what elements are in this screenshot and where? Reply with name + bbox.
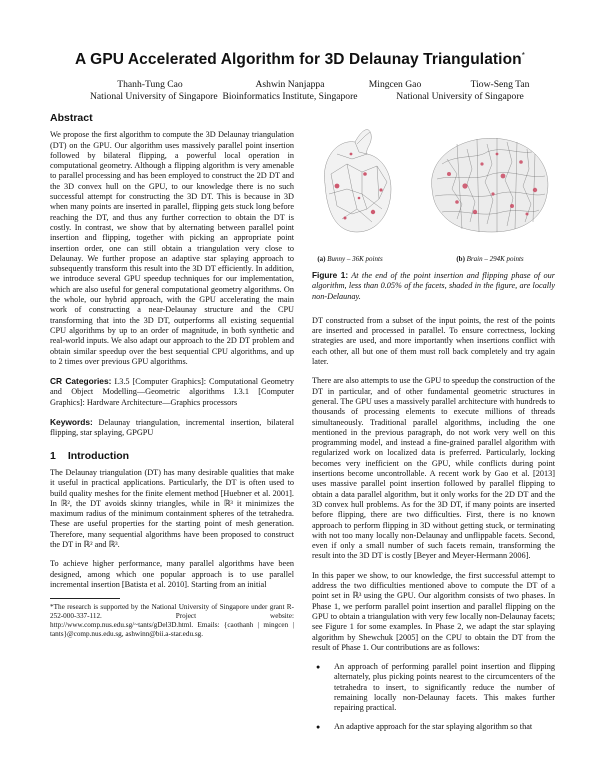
intro-paragraph-1: The Delaunay triangulation (DT) has many desirable qualities that make it useful in practical applications. Particularly, the DT is often used to build quality meshes for the finite element method [Huebner et al. 2001]. In ℝ², the DT avoids skinny triangles, while in ℝ³ it minimizes the maximum radius of the minimum containment spheres of the tetrahedra. These are useful properties for the starting point of mesh generation. Therefore, many sequential algorithms have been proposed to construct the DT in ℝ² and ℝ³.: [50, 467, 294, 549]
author-affiliation: National University of Singapore: [90, 91, 218, 102]
figure-label: Figure 1:: [312, 271, 349, 280]
author-name: Tiow-Seng Tan: [470, 79, 530, 90]
subcaption-label: (b): [456, 255, 465, 263]
author-affiliation: Bioinformatics Institute, Singapore: [222, 91, 358, 102]
bunny-mesh: [324, 130, 391, 232]
shared-affiliation: [370, 91, 550, 103]
author-name: Mingcen Gao: [368, 79, 422, 90]
left-column: [50, 113, 294, 639]
author-3: [355, 79, 435, 91]
author-name: Thanh-Tung Cao: [117, 79, 183, 90]
subcaption-a: [300, 255, 400, 263]
figure-caption: [312, 271, 555, 302]
abstract-text: We propose the first algorithm to compute the 3D Delaunay triangulation (DT) on the GPU. Our algorithm uses massively parallel point insertion followed by bilateral flipping, a powerful local operation in computational geometry. Although a flipping algorithm is very amenable to parallel processing and has been employed to construct the 2D DT and the 3D convex hull on the GPU, to our knowledge there is no such successful attempt for constructing the 3D DT. This is because in 3D when many points are inserted in parallel, flipping gets stuck long before reaching the DT, and thus any further correction to obtain the DT is costly. In contrast, we show that by alternating between parallel point insertion and flipping, together with picking an appropriate point insertion order, one can still obtain a triangulation very close to Delaunay. We further propose an adaptive star splaying approach to subsequently transform this result into the 3D DT efficiently. In addition, we introduce several GPU speedup techniques for our implementation, which are also useful for general computational geometry algorithms. On the whole, our hybrid approach, with the GPU accelerating the main work of constructing a near-Delaunay structure and the CPU transforming that into the 3D DT, outperforms all existing sequential CPU algorithms by up to an order of magnitude, in both synthetic and real-world inputs. We also adapt our approach to the 2D DT problem and obtain similar speedup over the best sequential CPU algorithms, and up to 2 times over previous GPU algorithms.: [50, 130, 294, 366]
footnote-block: [50, 598, 294, 639]
intro-heading: [50, 451, 294, 461]
author-affiliation: National University of Singapore: [396, 91, 524, 102]
subcaption-label: (a): [317, 255, 326, 263]
footnote-rule: [50, 598, 120, 599]
right-paragraph-1: DT constructed from a subset of the input points, the rest of the points are inserted and processed in parallel. To ensure correctness, locking strategies are used, and more importantly when insertions conflict with each other, all but one of them must roll back completely and try again later.: [312, 315, 555, 367]
title-text: A GPU Accelerated Algorithm for 3D Delaunay Triangulation: [75, 51, 522, 68]
title-footnote-mark: *: [521, 51, 525, 60]
author-1: [90, 79, 218, 103]
paper-title: [0, 51, 600, 69]
subcaption-b: [430, 255, 550, 263]
keywords-text: Delaunay triangulation, incremental insertion, bilateral flipping, star splaying, GPGPU: [50, 418, 294, 438]
contributions-list: [312, 662, 555, 732]
subcaption-text: Brain – 294K points: [466, 255, 524, 263]
cr-label: CR Categories:: [50, 376, 112, 387]
keywords-label: Keywords:: [50, 417, 93, 428]
list-item: ● An adaptive approach for the star splaying algorithm so that: [312, 722, 555, 732]
intro-paragraph-2: To achieve higher performance, many parallel algorithms have been designed, among which one popular approach is to use parallel incremental insertion [Batista et al. 2010]. Starting from an initial: [50, 559, 294, 589]
figure-caption-text: At the end of the point insertion and flipping phase of our algorithm, less than 0.05% of the facets, shaded in the figure, are locally non-Delaunay.: [312, 271, 555, 301]
cr-categories: [50, 376, 294, 408]
subcaption-text: Bunny – 36K points: [327, 255, 383, 263]
list-item: ● An approach of performing parallel point insertion and flipping alternately, plus picking points nearest to the circumcenters of the tetrahedra to insert, to significantly reduce the number of remaining locally non-Delaunay facets. This makes further repairing practical.: [312, 662, 555, 713]
author-4: [450, 79, 550, 91]
abstract-heading: Abstract: [50, 112, 93, 124]
figure-1: [307, 114, 557, 264]
cr-text: I.3.5 [Computer Graphics]: Computational Geometry and Object Modelling—Geometric algorithms I.3.1 [Computer Graphics]: Hardware Architecture—Graphics processors: [50, 377, 295, 407]
author-name: Ashwin Nanjappa: [255, 79, 325, 90]
keywords: [50, 417, 294, 439]
author-2: [220, 79, 360, 103]
footnote-text: *The research is supported by the National University of Singapore under grant R-252-000-337-112. Project website: http://www.comp.nus.edu.sg/~tants/gDel3D.html. Emails: {caothanh | mingcen | tants}@comp.nus.edu.sg, ashwinn@bii.a-star.edu.sg.: [50, 603, 294, 639]
right-paragraph-3: In this paper we show, to our knowledge, the first successful attempt to address the two difficulties mentioned above to compute the DT of a point set in ℝ³ using the GPU. Our algorithm consists of two phases. In Phase 1, we perform parallel point insertion and parallel flipping on the GPU to obtain a triangulation with very few locally non-Delaunay facets; see Figure 1 for some examples. In Phase 2, we adapt the star splaying algorithm by Shewchuk [2005] on the CPU to obtain the DT from the result of Phase 1. Our contributions are as follows:: [312, 570, 555, 652]
right-paragraph-2: There are also attempts to use the GPU to speedup the construction of the DT in particular, and of other fundamental geometric structures in general. The GPU uses a massively parallel architecture with hundreds to thousands of processing elements to execute millions of threads simultaneously. Traditional parallel algorithms, including the one mentioned in the previous paragraph, do not work very well on this programming model, and instead a fine-grained parallel algorithm with regularized work on localized data is preferred. Particularly, locking becomes very inefficient on the GPU, while conflicts during point insertions become uncontrollable. A recent work by Gao et al. [2013] uses massive parallel point insertion followed by parallel flipping to obtain a data parallel algorithm, but it only works for the 2D DT and the 3D convex hull problems. As for the 3D DT, if many points are inserted before flipping, there are two difficulties. First, there is no known approach to perform flipping in 3D without getting stuck, or terminating with not too many locally non-Delaunay and unflippable facets. Second, even if only a small number of such facets remain, transforming the result into the 3D DT is costly [Beyer and Meyer-Hermann 2006].: [312, 376, 555, 561]
right-column: [312, 271, 555, 732]
figure-1-image: [307, 114, 557, 254]
section-title: Introduction: [67, 449, 130, 462]
brain-mesh: [432, 138, 548, 232]
section-number: 1: [50, 449, 56, 462]
